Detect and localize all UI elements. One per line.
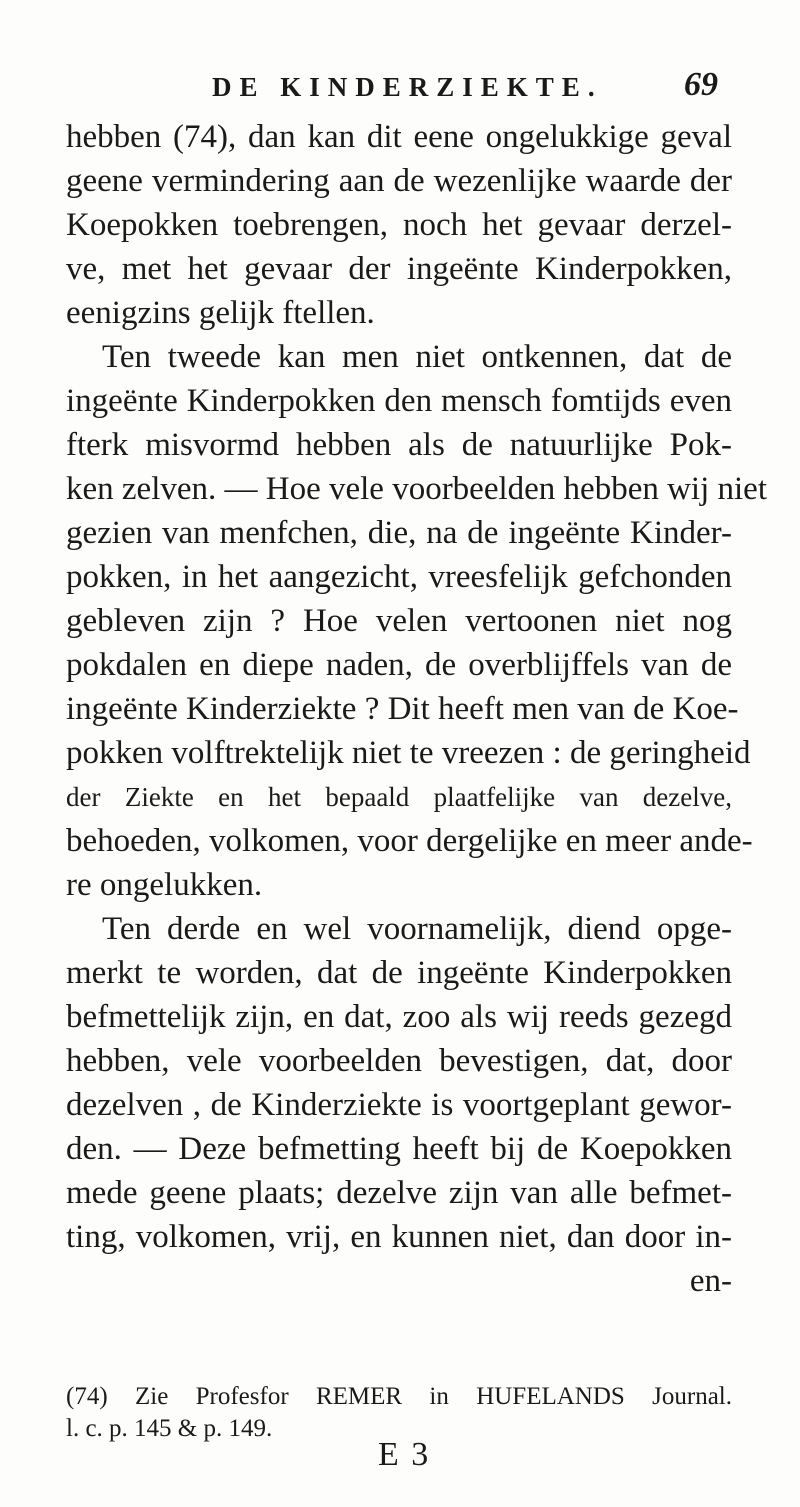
running-title: DE KINDERZIEKTE. xyxy=(212,72,603,102)
text-line: ingeënte Kinderpokken den mensch fomtijds even xyxy=(66,383,732,419)
footnote-line: (74) Zie Profesfor REMER in HUFELANDS Journal. xyxy=(66,1383,732,1410)
catchword: en- xyxy=(689,1263,732,1299)
text-line: hebben, vele voorbeelden bevestigen, dat, door xyxy=(66,1043,732,1079)
text-line: Koepokken toebrengen, noch het gevaar derzel- xyxy=(66,207,732,243)
text-line: mede geene plaats; dezelve zijn van alle befmet- xyxy=(66,1175,732,1211)
text-line: befmettelijk zijn, en dat, zoo als wij reeds gezegd xyxy=(66,999,732,1035)
text-line: fterk misvormd hebben als de natuurlijke Pok- xyxy=(66,427,732,463)
text-line: pokdalen en diepe naden, de overblijffels van de xyxy=(66,647,732,683)
text-line: der Ziekte en het bepaald plaatfelijke van dezelve, xyxy=(66,782,732,812)
text-line: ve, met het gevaar der ingeënte Kinderpokken, xyxy=(66,251,732,287)
footnote-line: l. c. p. 145 & p. 149. xyxy=(66,1415,273,1442)
text-line: gebleven zijn ? Hoe velen vertoonen niet nog xyxy=(66,603,732,639)
text-line: behoeden, volkomen, voor dergelijke en meer ande- xyxy=(66,823,753,859)
text-line: eenigzins gelijk ftellen. xyxy=(66,295,375,331)
text-line: pokken volftrektelijk niet te vreezen : de geringheid xyxy=(66,735,751,771)
text-line: re ongelukken. xyxy=(66,867,263,903)
text-line: pokken, in het aangezicht, vreesfelijk gefchonden xyxy=(66,559,732,595)
text-line: Ten tweede kan men niet ontkennen, dat de xyxy=(102,339,732,375)
text-line: ken zelven. — Hoe vele voorbeelden hebben wij niet xyxy=(66,471,767,507)
text-line: dezelven , de Kinderziekte is voortgeplant gewor- xyxy=(66,1087,732,1123)
text-line: ting, volkomen, vrij, en kunnen niet, dan door in- xyxy=(66,1219,732,1255)
text-line: geene vermindering aan de wezenlijke waarde der xyxy=(66,163,732,199)
text-line: merkt te worden, dat de ingeënte Kinderpokken xyxy=(66,955,732,991)
signature-mark: E 3 xyxy=(378,1436,431,1473)
text-line: gezien van menfchen, die, na de ingeënte Kinder- xyxy=(66,515,732,551)
text-line: Ten derde en wel voornamelijk, diend opge- xyxy=(102,911,732,947)
text-line: hebben (74), dan kan dit eene ongelukkige geval xyxy=(66,119,732,155)
text-line: ingeënte Kinderziekte ? Dit heeft men van de Koe- xyxy=(66,691,739,727)
page-number: 69 xyxy=(684,66,718,103)
text-line: den. — Deze befmetting heeft bij de Koepokken xyxy=(66,1131,732,1167)
